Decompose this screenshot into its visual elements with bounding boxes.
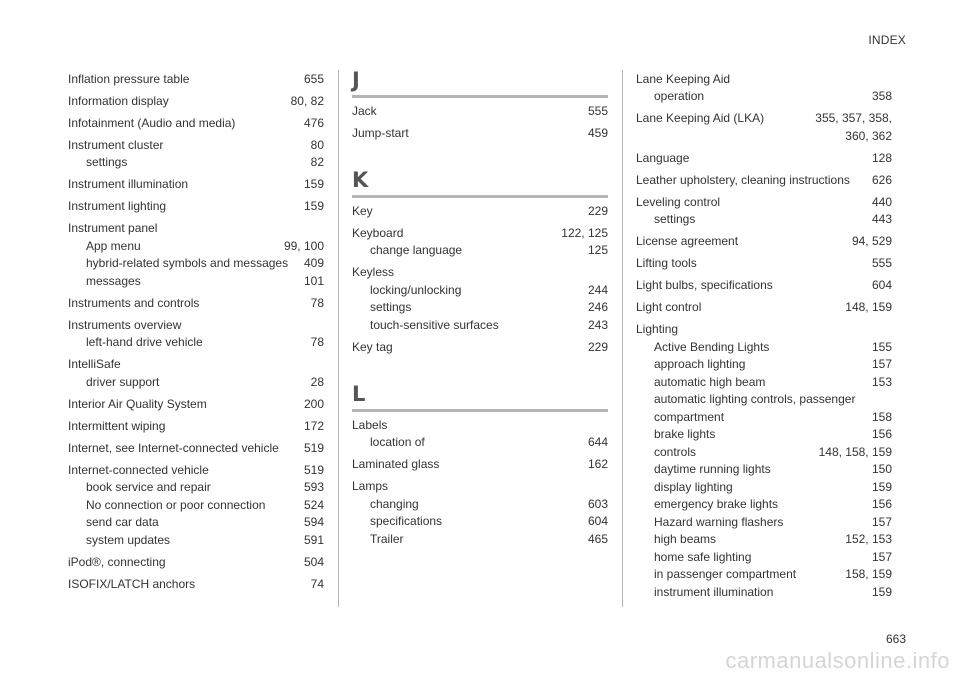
entry-text: Hazard warning flashers [654,514,784,529]
entry-text: License agreement [636,234,739,248]
index-entry [636,150,892,168]
index-entry [636,172,892,190]
index-subentry [352,317,608,335]
entry-pages: 80 [310,137,324,152]
entry-pages: 593 [303,480,324,494]
letter-section [352,68,608,142]
letter-section [352,168,608,356]
index-subentry [636,584,892,602]
entry-pages: 246 [587,300,608,314]
entry-text: Leather upholstery, cleaning instructions [636,172,850,187]
entry-text: Information display [68,93,169,108]
index-subentry [68,255,324,273]
entry-pages: 99, 100 [283,238,324,253]
section-rule [352,95,608,98]
column-divider [622,70,623,607]
entry-pages: 604 [587,514,608,528]
page-number: 663 [885,632,906,646]
index-entry [68,137,324,155]
index-entry [352,203,608,221]
entry-pages: 150 [871,462,892,476]
index-entry [68,93,324,111]
index-entry [68,71,324,89]
entry-text: display lighting [654,479,733,494]
index-subentry [68,374,324,392]
entry-text: Active Bending Lights [654,339,770,354]
section-rule [352,195,608,198]
index-entry [68,295,324,313]
entry-text: Light control [636,300,702,314]
section-letter: J [352,68,360,92]
index-entry [68,317,324,335]
entry-pages: 157 [871,549,892,564]
index-subentry [636,211,892,229]
entry-pages: 162 [587,457,608,471]
entry-text: Intermittent wiping [68,418,166,433]
index-subentry [636,496,892,514]
index-subentry [352,434,608,452]
entry-pages: 78 [310,335,324,349]
entry-pages: 159 [303,199,324,213]
entry-text: Instruments overview [68,317,182,332]
entry-pages: 655 [303,71,324,86]
entry-text: hybrid-related symbols and messages [86,256,289,270]
entry-pages: 153 [871,374,892,389]
entry-pages: 172 [303,418,324,433]
entry-text: Light bulbs, specifications [636,278,773,292]
entry-pages: 122, 125 [561,225,608,240]
index-entry [352,456,608,474]
section-letter: L [352,382,366,406]
index-entry [68,198,324,216]
index-entry [68,418,324,436]
index-entry [68,462,324,480]
entry-pages: 82 [310,155,324,169]
entry-pages: 603 [587,496,608,511]
entry-text: high beams [654,532,717,546]
entry-text: Lifting tools [636,256,697,270]
entry-pages: 152, 153 [845,532,892,546]
index-subentry [68,532,324,550]
entry-text: IntelliSafe [68,357,121,371]
index-subentry [636,549,892,567]
entry-text: instrument illumination [654,584,774,599]
entry-pages: 243 [587,317,608,332]
entry-pages: 524 [303,497,324,512]
index-subentry [68,273,324,291]
index-subentry [636,444,892,462]
index-subentry [636,426,892,444]
entry-text: settings [86,155,128,169]
entry-pages: 125 [587,243,608,257]
entry-pages: 158, 159 [845,567,892,581]
entry-pages: 465 [587,531,608,546]
entry-text: approach lighting [654,357,746,371]
entry-pages: 200 [303,396,324,411]
entry-pages: 355, 357, 358, [815,111,892,125]
letter-section [352,382,608,548]
entry-text: Instruments and controls [68,295,200,310]
entry-text: home safe lighting [654,549,752,564]
index-entry [352,264,608,282]
entry-text: Keyless [352,265,395,279]
index-entry [352,339,608,357]
entry-pages: 74 [310,576,324,591]
entry-pages: 157 [871,357,892,371]
entry-pages: 555 [871,256,892,270]
index-entry [68,176,324,194]
entry-text: driver support [86,374,160,389]
index-subentry [352,496,608,514]
index-entry [636,277,892,295]
index-column-3 [636,66,892,601]
index-entry [68,356,324,374]
index-subentry [68,497,324,515]
page-header-title: INDEX [868,33,906,47]
entry-text: left-hand drive vehicle [86,335,203,349]
entry-text: Lane Keeping Aid [636,71,731,86]
index-entry [68,396,324,414]
entry-pages: 443 [871,212,892,226]
index-entry-continuation [636,128,892,146]
index-entry [68,554,324,572]
entry-pages: 440 [871,194,892,209]
entry-pages: 229 [587,203,608,218]
index-subentry [68,238,324,256]
index-entry [636,255,892,273]
index-subentry [636,391,892,409]
entry-text: No connection or poor connection [86,497,266,512]
index-subentry [636,409,892,427]
index-entry [636,321,892,339]
index-subentry [352,531,608,549]
entry-text: compartment [654,409,725,424]
watermark: carmanualsonline.info [725,648,950,673]
index-column-1 [68,66,324,593]
index-entry [636,233,892,251]
entry-pages: 157 [871,514,892,529]
entry-pages: 158 [871,409,892,424]
entry-pages: 78 [310,295,324,310]
index-subentry [352,513,608,531]
entry-pages: 80, 82 [290,93,324,108]
column-divider [338,70,339,607]
entry-text: Jack [352,103,377,118]
index-entry [352,478,608,496]
entry-text: controls [654,444,697,459]
entry-pages: 476 [303,115,324,130]
index-column-2 [352,66,608,548]
entry-pages: 159 [303,177,324,191]
index-entry [352,103,608,121]
entry-pages: 229 [587,339,608,354]
entry-pages: 504 [303,554,324,569]
entry-text: changing [370,496,419,511]
entry-pages: 409 [303,256,324,270]
index-subentry [68,479,324,497]
entry-pages: 244 [587,282,608,297]
entry-text: Lighting [636,322,679,336]
entry-pages: 591 [303,532,324,547]
index-subentry [68,154,324,172]
entry-text: Interior Air Quality System [68,396,207,411]
index-entry [68,440,324,458]
section-rule [352,409,608,412]
entry-text: touch-sensitive surfaces [370,317,499,332]
entry-pages: 459 [587,125,608,140]
entry-text: Key tag [352,339,393,354]
entry-pages: 519 [303,462,324,477]
entry-pages: 148, 158, 159 [818,444,892,459]
index-entry [352,225,608,243]
entry-text: Internet-connected vehicle [68,462,209,477]
index-subentry [636,339,892,357]
entry-pages: 594 [303,515,324,529]
entry-pages: 604 [871,278,892,292]
index-entry [636,71,892,89]
index-subentry [636,479,892,497]
entry-text: App menu [86,238,141,253]
entry-text: automatic lighting controls, passenger [654,392,856,406]
entry-pages: 156 [871,427,892,441]
entry-pages: 358 [871,89,892,103]
index-subentry [68,334,324,352]
entry-pages: 28 [310,374,324,389]
entry-text: messages [86,273,141,288]
entry-text: emergency brake lights [654,497,779,511]
index-entry [352,417,608,435]
entry-pages: 626 [871,172,892,187]
entry-text: Internet, see Internet-connected vehicle [68,440,279,455]
entry-pages: 148, 159 [845,300,892,314]
index-subentry [636,461,892,479]
entry-text: Labels [352,417,388,432]
entry-text: Lamps [352,479,389,493]
index-entry [68,220,324,238]
index-subentry [636,356,892,374]
entry-text: locking/unlocking [370,282,462,297]
entry-text: Instrument lighting [68,199,167,213]
entry-pages: 519 [303,440,324,455]
entry-pages: 156 [871,497,892,511]
index-subentry [636,374,892,392]
entry-text: send car data [86,515,159,529]
entry-text: Instrument panel [68,221,158,235]
entry-text: Lane Keeping Aid (LKA) [636,111,765,125]
entry-pages: 159 [871,479,892,494]
entry-text: in passenger compartment [654,567,797,581]
entry-text: Laminated glass [352,457,440,471]
index-entry [352,125,608,143]
section-letter: K [352,168,369,192]
index-subentry [352,242,608,260]
entry-pages: 555 [587,103,608,118]
entry-text: Jump-start [352,125,409,140]
index-entry [636,110,892,128]
entry-text: system updates [86,532,171,547]
entry-text: location of [370,435,425,449]
entry-pages: 360, 362 [845,128,892,143]
entry-text: Leveling control [636,194,721,209]
entry-text: Instrument illumination [68,177,189,191]
entry-text: Trailer [370,531,404,546]
entry-text: Key [352,203,373,218]
entry-pages: 159 [871,584,892,599]
index-entry [636,194,892,212]
entry-text: settings [370,300,412,314]
entry-pages: 644 [587,435,608,449]
entry-pages: 128 [871,150,892,165]
entry-text: Instrument cluster [68,137,164,152]
index-subentry [352,282,608,300]
entry-text: iPod®, connecting [68,554,166,569]
index-entry [68,576,324,594]
index-subentry [636,566,892,584]
entry-pages: 94, 529 [851,234,892,248]
entry-text: Infotainment (Audio and media) [68,115,236,130]
index-entry [68,115,324,133]
entry-text: settings [654,212,696,226]
entry-text: Language [636,150,690,165]
entry-text: operation [654,89,705,103]
entry-text: ISOFIX/LATCH anchors [68,576,196,591]
entry-text: brake lights [654,427,716,441]
entry-text: book service and repair [86,480,211,494]
index-subentry [68,514,324,532]
entry-pages: 155 [871,339,892,354]
entry-text: specifications [370,514,443,528]
index-subentry [636,88,892,106]
index-subentry [636,531,892,549]
entry-text: daytime running lights [654,462,771,476]
index-entry [636,299,892,317]
entry-pages: 101 [303,273,324,288]
index-subentry [352,299,608,317]
entry-text: Keyboard [352,225,404,240]
entry-text: change language [370,243,463,257]
entry-text: Inflation pressure table [68,71,190,86]
entry-text: automatic high beam [654,374,766,389]
index-subentry [636,514,892,532]
